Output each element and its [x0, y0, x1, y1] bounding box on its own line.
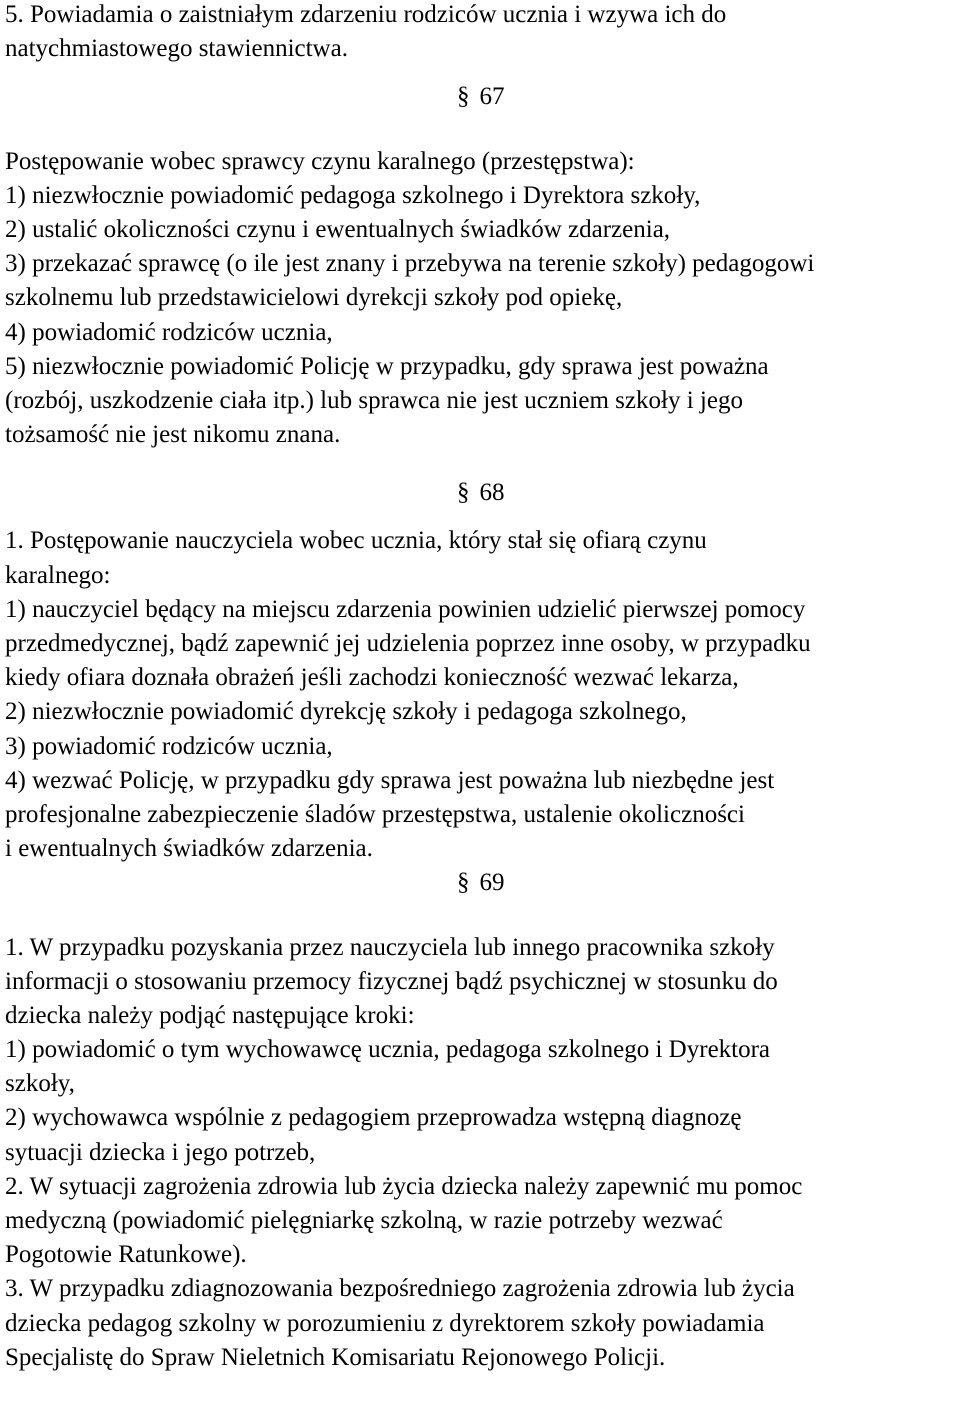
text-line: 2) wychowawca wspólnie z pedagogiem przeprowadza wstępną diagnozę	[5, 1104, 742, 1132]
text-line: 4) powiadomić rodziców ucznia,	[5, 318, 333, 346]
text-line: natychmiastowego stawiennictwa.	[5, 35, 348, 63]
text-line: informacji o stosowaniu przemocy fizycznej bądź psychicznej w stosunku do	[5, 967, 778, 995]
section-number: 67	[479, 83, 505, 111]
text-line: 1. W przypadku pozyskania przez nauczyciela lub innego pracownika szkoły	[5, 933, 775, 961]
text-line: (rozbój, uszkodzenie ciała itp.) lub sprawca nie jest uczniem szkoły i jego	[5, 386, 743, 414]
text-line: i ewentualnych świadków zdarzenia.	[5, 835, 373, 863]
text-line: dziecka pedagog szkolny w porozumieniu z dyrektorem szkoły powiadamia	[5, 1309, 765, 1337]
text-line: Pogotowie Ratunkowe).	[5, 1241, 247, 1269]
text-line: 3. W przypadku zdiagnozowania bezpośredniego zagrożenia zdrowia lub życia	[5, 1275, 795, 1303]
section-68-body	[0, 524, 960, 866]
section-heading-69	[0, 866, 960, 900]
text-line: 5. Powiadamia o zaistniałym zdarzeniu rodziców ucznia i wzywa ich do	[5, 1, 727, 28]
text-line: karalnego:	[5, 561, 111, 589]
text-line: 2) ustalić okoliczności czynu i ewentualnych świadków zdarzenia,	[5, 215, 671, 243]
section-number: 68	[479, 479, 505, 507]
section-67-body	[0, 145, 960, 453]
text-line: 1) powiadomić o tym wychowawcę ucznia, pedagoga szkolnego i Dyrektora	[5, 1036, 771, 1064]
text-line: przedmedycznej, bądź zapewnić jej udzielenia poprzez inne osoby, w przypadku	[5, 630, 811, 657]
text-line: szkolnemu lub przedstawicielowi dyrekcji szkoły pod opiekę,	[5, 284, 623, 312]
text-line: 2) niezwłocznie powiadomić dyrekcję szkoły i pedagoga szkolnego,	[5, 698, 687, 726]
text-line: 3) powiadomić rodziców ucznia,	[5, 732, 333, 760]
section-heading-68	[0, 476, 960, 510]
text-line: 1. Postępowanie nauczyciela wobec ucznia, który stał się ofiarą czynu	[5, 527, 707, 555]
section-symbol: §	[457, 869, 470, 897]
text-line: medyczną (powiadomić pielęgniarkę szkolną, w razie potrzeby wezwać	[5, 1207, 723, 1234]
text-line: dziecka należy podjąć następujące kroki:	[5, 1001, 415, 1029]
text-line: 2. W sytuacji zagrożenia zdrowia lub życia dziecka należy zapewnić mu pomoc	[5, 1172, 803, 1200]
text-line: 4) wezwać Policję, w przypadku gdy sprawa jest poważna lub niezbędne jest	[5, 766, 775, 794]
text-line: 1) niezwłocznie powiadomić pedagoga szkolnego i Dyrektora szkoły,	[5, 181, 701, 209]
text-line: Specjalistę do Spraw Nieletnich Komisariatu Rejonowego Policji.	[5, 1343, 666, 1371]
section-heading-67	[0, 80, 960, 114]
section-number: 69	[479, 869, 505, 897]
text-line: tożsamość nie jest nikomu znana.	[5, 421, 341, 449]
text-line: kiedy ofiara doznała obrażeń jeśli zachodzi konieczność wezwać lekarza,	[5, 664, 739, 692]
text-line: 3) przekazać sprawcę (o ile jest znany i przebywa na terenie szkoły) pedagogowi	[5, 250, 815, 278]
text-line: profesjonalne zabezpieczenie śladów przestępstwa, ustalenie okoliczności	[5, 800, 745, 828]
section-69-body	[0, 931, 960, 1375]
intro-block	[0, 0, 960, 66]
text-line: sytuacji dziecka i jego potrzeb,	[5, 1138, 316, 1166]
section-symbol: §	[457, 479, 470, 507]
text-line: 1) nauczyciel będący na miejscu zdarzenia powinien udzielić pierwszej pomocy	[5, 595, 806, 623]
text-line: Postępowanie wobec sprawcy czynu karalnego (przestępstwa):	[5, 147, 635, 175]
text-line: 5) niezwłocznie powiadomić Policję w przypadku, gdy sprawa jest poważna	[5, 352, 769, 380]
section-symbol: §	[457, 83, 470, 111]
text-line: szkoły,	[5, 1070, 75, 1098]
